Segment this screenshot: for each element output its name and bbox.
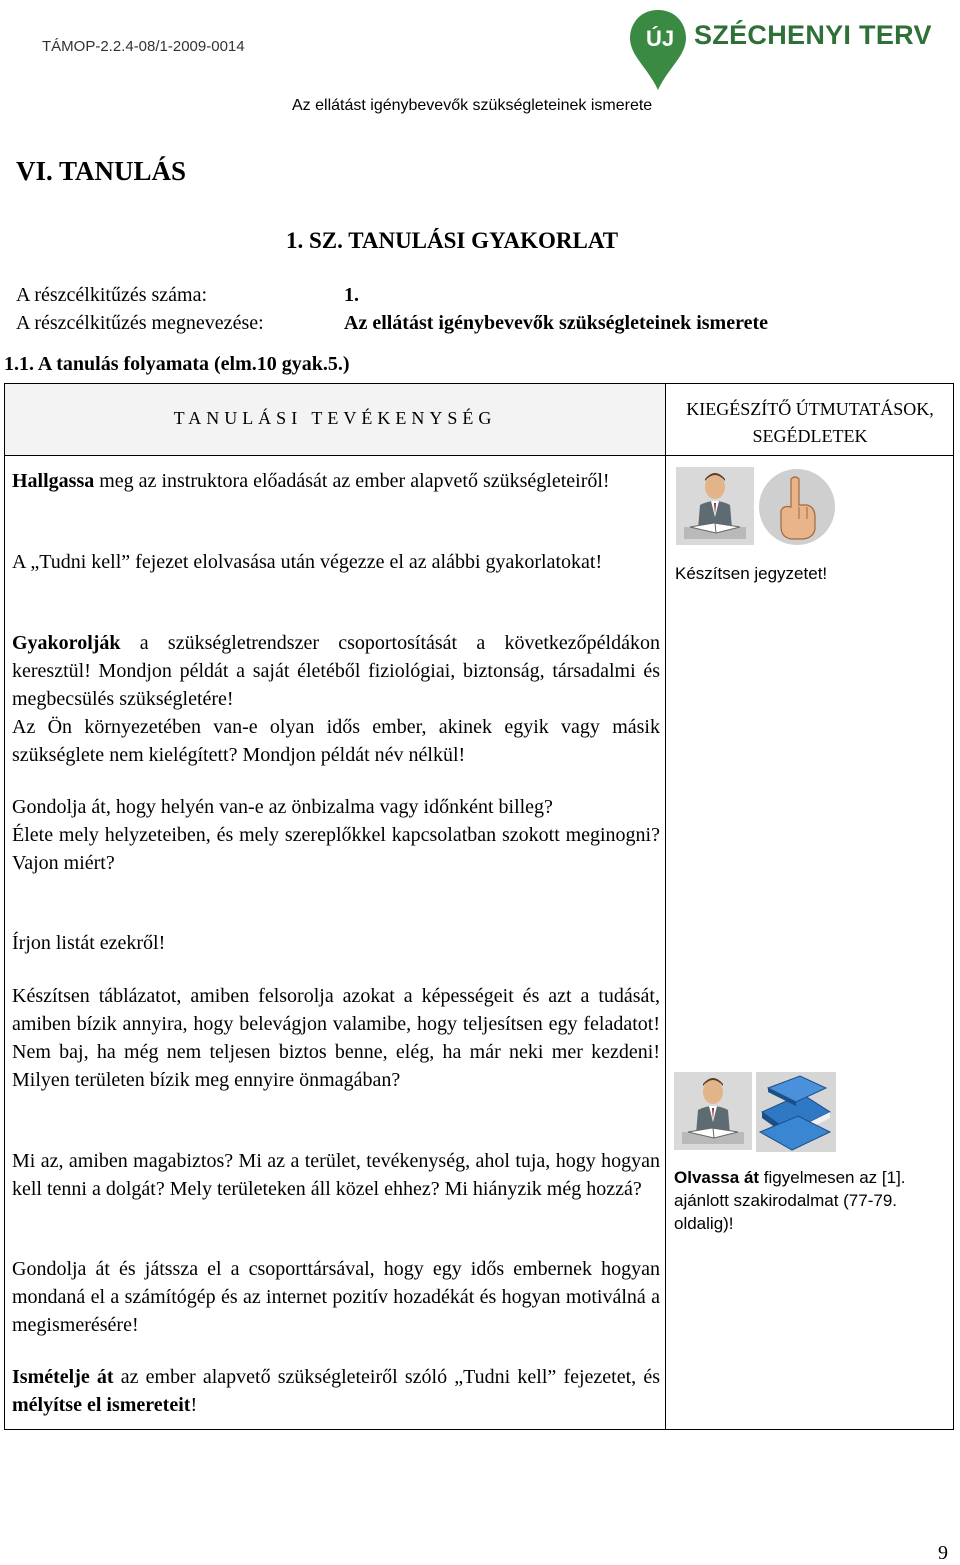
p8-text: Gondolja át és játssza el a csoporttársával, hogy egy idős embernek hogyan mondaná el a számítógép és az internet pozitív hozadékát és hogyan motiválná a megismerésére!: [12, 1258, 660, 1336]
p6-text: Készítsen táblázatot, amiben felsorolja azokat a képességeit és azt a tudását, amiben bízik annyira, hogy belevágjon valamibe, hogy teljesítsen egy feladatot! Nem baj, ha még nem teljesen biztos benne, elég, ha már neki mer kezdeni! Milyen területen bízik meg ennyire önmagában?: [12, 985, 660, 1091]
p2-text: A „Tudni kell” fejezet elolvasása után végezze el az alábbi gyakorlatokat!: [12, 551, 603, 573]
paragraph-6: [12, 982, 660, 1094]
meta-value-number: 1.: [344, 284, 359, 306]
note-read-literature: [674, 1166, 944, 1235]
column-divider: [665, 383, 666, 1430]
p1-bold: Hallgassa: [12, 470, 95, 492]
reading-man-icon: [674, 1072, 752, 1150]
page-number: 9: [938, 1542, 948, 1564]
p9-text-2: !: [190, 1394, 198, 1416]
note2-line-3: oldalig)!: [674, 1214, 734, 1233]
p3-bold: Gyakorolják: [12, 632, 121, 654]
p9-text-1: az ember alapvető szükségleteiről szóló „Tudni kell” fejezetet, és: [113, 1366, 660, 1388]
paragraph-4: [12, 793, 660, 877]
paragraph-2: [12, 548, 660, 576]
right-header-line-1: KIEGÉSZÍTŐ ÚTMUTATÁSOK,: [686, 399, 934, 419]
header-row-divider: [4, 455, 954, 456]
topic-line: 1.1. A tanulás folyamata (elm.10 gyak.5.): [4, 353, 350, 375]
p4-text-1: Gondolja át, hogy helyén van-e az önbizalma vagy időnként billeg?: [12, 796, 553, 818]
logo-uj-text: ÚJ: [645, 26, 675, 51]
paragraph-7: [12, 1147, 660, 1203]
left-column-header: TANULÁSI TEVÉKENYSÉG: [173, 408, 497, 428]
project-code: TÁMOP-2.2.4-08/1-2009-0014: [42, 38, 245, 55]
p9-bold-1: Ismételje át: [12, 1366, 114, 1388]
raised-finger-icon: [757, 467, 837, 547]
p5-text: Írjon listát ezekről!: [12, 932, 166, 954]
meta-value-name: Az ellátást igénybevevők szükségleteinek ismerete: [344, 312, 768, 334]
exercise-title: 1. SZ. TANULÁSI GYAKORLAT: [286, 228, 619, 253]
right-header-line-2: SEGÉDLETEK: [752, 426, 868, 446]
books-icon: [756, 1072, 836, 1152]
meta-label-name: A részcélkitűzés megnevezése:: [16, 312, 264, 334]
paragraph-8: [12, 1255, 660, 1339]
p7-text: Mi az, amiben magabiztos? Mi az a terület, tevékenység, ahol tuja, hogy hogyan kell tenni a dolgát? Mely területeken áll közel ehhez? Mi hiányzik még hozzá?: [12, 1150, 660, 1200]
p4-text-2: Élete mely helyzeteiben, és mely szereplőkkel kapcsolatban szokott meginogni? Vajon miért?: [12, 824, 660, 874]
note2-line-1: figyelmesen az [1].: [759, 1168, 906, 1187]
paragraph-1: [12, 467, 660, 495]
p9-bold-2: mélyítse el ismereteit: [12, 1394, 191, 1416]
reading-man-icon: [676, 467, 754, 545]
paragraph-5: [12, 929, 660, 957]
p3-text-2: Az Ön környezetében van-e olyan idős ember, akinek egyik vagy másik szükséglete nem kielégített? Mondjon példát név nélkül!: [12, 716, 660, 766]
right-column-header: [666, 396, 954, 450]
paragraph-3: [12, 629, 660, 769]
paragraph-9: [12, 1363, 660, 1419]
meta-label-number: A részcélkitűzés száma:: [16, 284, 208, 306]
running-header: Az ellátást igénybevevők szükségleteinek ismerete: [292, 97, 653, 114]
logo-text: SZÉCHENYI TERV: [694, 20, 932, 50]
note-make-notes: Készítsen jegyzetet!: [675, 564, 828, 583]
section-title: VI. TANULÁS: [16, 156, 187, 186]
note2-line-2: ajánlott szakirodalmat (77-79.: [674, 1191, 898, 1210]
p3-text-1: a szükségletrendszer csoportosítását a következőpéldákon keresztül! Mondjon példát a saját életéből fiziológiai, biztonság, társadalmi és megbecsülés szükségletére!: [12, 632, 660, 710]
p1-text: meg az instruktora előadását az ember alapvető szükségleteiről!: [94, 470, 610, 492]
note2-bold: Olvassa át: [674, 1168, 760, 1187]
